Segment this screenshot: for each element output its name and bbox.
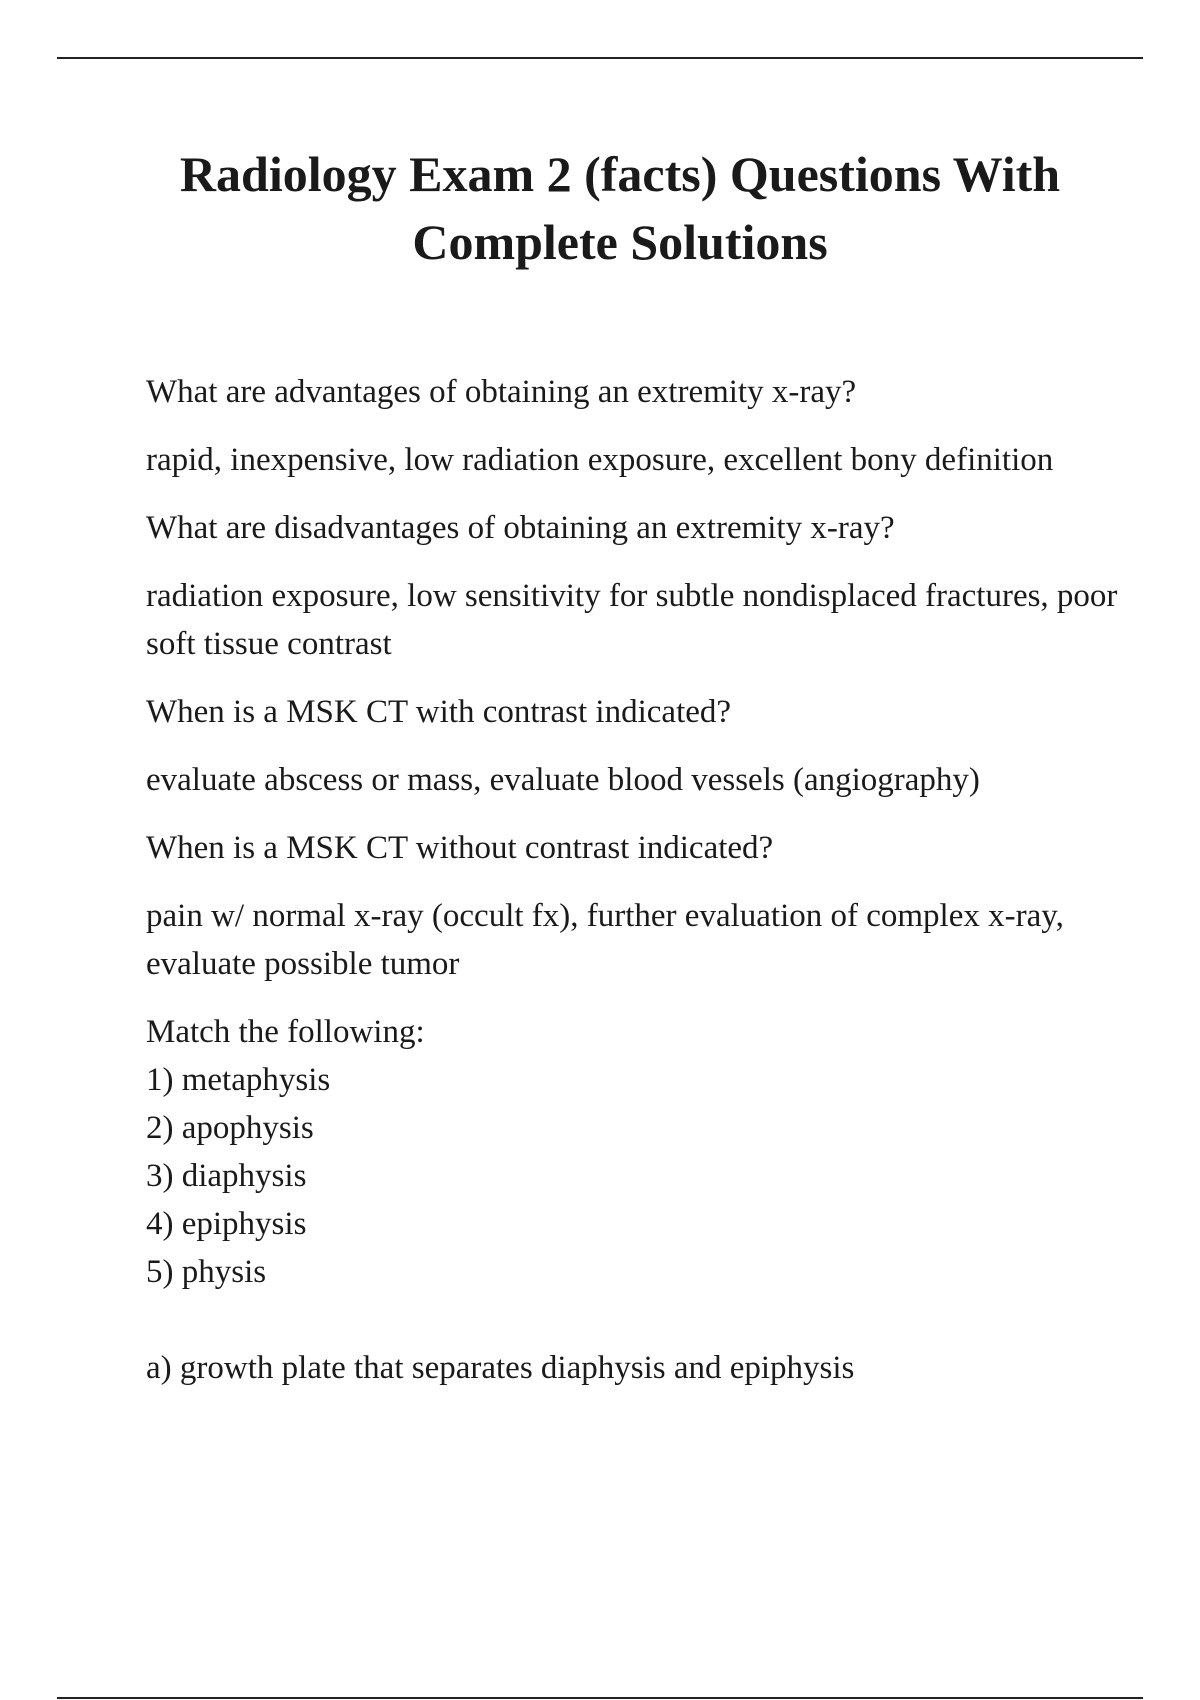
match-item: 4) epiphysis <box>146 1206 307 1242</box>
question-1: What are advantages of obtaining an extremity x-ray? <box>146 374 857 410</box>
match-item: 5) physis <box>146 1254 267 1290</box>
match-item: 3) diaphysis <box>146 1158 307 1194</box>
match-prompt: Match the following: <box>146 1014 425 1050</box>
match-question <box>146 1008 1146 1392</box>
top-divider <box>57 57 1143 59</box>
question-4: When is a MSK CT without contrast indicated? <box>146 830 774 866</box>
bottom-divider <box>57 1697 1143 1699</box>
match-option-a: a) growth plate that separates diaphysis and epiphysis <box>146 1350 855 1386</box>
answer-1: rapid, inexpensive, low radiation exposure, excellent bony definition <box>146 442 1054 478</box>
answer-3: evaluate abscess or mass, evaluate blood vessels (angiography) <box>146 762 980 798</box>
document-title <box>100 140 1140 276</box>
document-body <box>146 368 1146 1392</box>
question-2: What are disadvantages of obtaining an extremity x-ray? <box>146 510 895 546</box>
title-line-2: Complete Solutions <box>412 214 828 270</box>
match-spacer <box>146 1296 1146 1344</box>
match-item: 2) apophysis <box>146 1110 314 1146</box>
question-3: When is a MSK CT with contrast indicated? <box>146 694 732 730</box>
answer-4: pain w/ normal x-ray (occult fx), further evaluation of complex x-ray, evaluate possible tumor <box>146 898 1064 982</box>
title-line-1: Radiology Exam 2 (facts) Questions With <box>179 146 1061 202</box>
answer-2: radiation exposure, low sensitivity for subtle nondisplaced fractures, poor soft tissue contrast <box>146 578 1118 662</box>
match-item: 1) metaphysis <box>146 1062 331 1098</box>
